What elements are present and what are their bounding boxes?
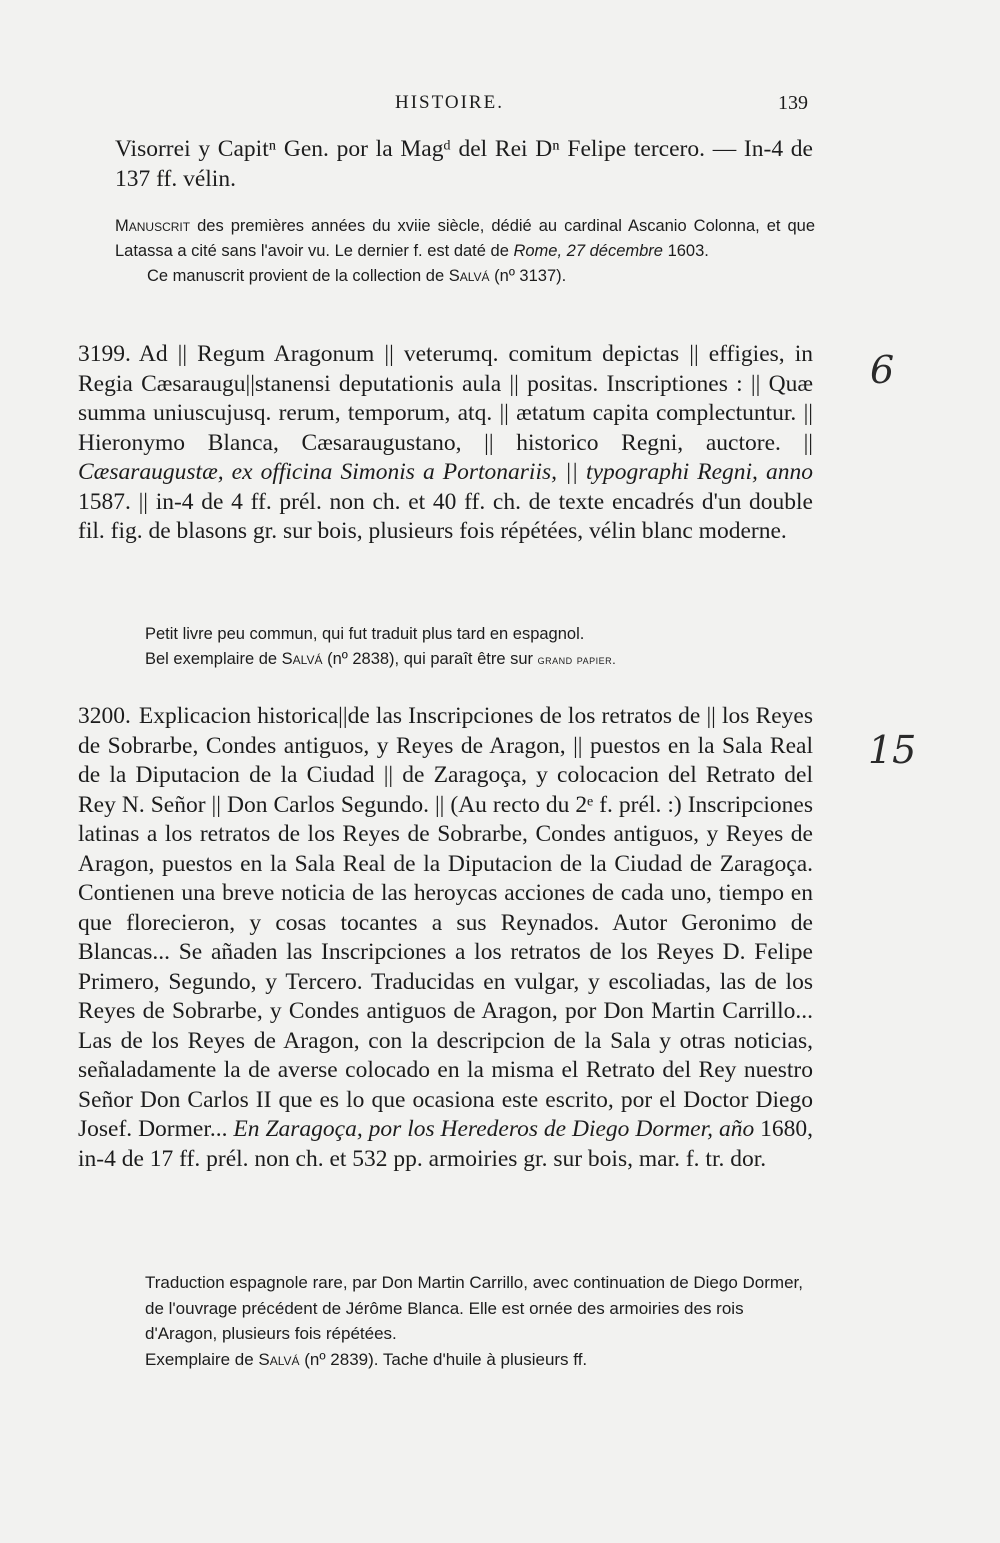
previous-entry-note: [115, 214, 815, 289]
note-line-provenance: [145, 647, 813, 672]
note-text: Bel exemplaire de: [145, 650, 282, 668]
lot-description: Explicacion historica||de las Inscripciones de los retratos de || los Reyes de Sobrarbe, Condes antiguos, y Reyes de Aragon, || puestos en la Sala Real de la Diputacion de la Ciudad || de Zaragoça, y colocacion del Retrato del Rey N. Señor || Don Carlos Segundo. || (Au recto du 2ᵉ f. prél. :) Inscripciones latinas a los retratos de los Reyes de Sobrarbe, Condes antiguos, y Reyes de Aragon, puestos en la Sala Real de la Diputacion de la Ciudad de Zaragoça. Contienen una breve noticia de las heroycas acciones de cada uno, tiempo en que florecieron, y cosas tocantes a sus Reynados. Autor Geronimo de Blancas... Se añaden las Inscripciones a los retratos de los Reyes D. Felipe Primero, Segundo, y Tercero. Traducidas en vulgar, y escoliadas, las de los Reyes de Sobrarbe, y Condes antiguos de Aragon, por Don Martin Carrillo... Las de los Reyes de Aragon, con la descripcion de la Sala y otras noticias, señaladamente la de averse colocado en la misma el Retrato del Rey nuestro Señor Don Carlos II que es lo que ocasiona este escrito, por el Doctor Diego Josef. Dormer...: [78, 703, 813, 1142]
note-text: des premières années du xviie siècle, dédié au cardinal Ascanio Colonna, et que Latassa a cité sans l'avoir vu. Le dernier f. est daté de: [115, 217, 815, 260]
note-place: Rome,: [513, 242, 563, 260]
lot-number: 3200.: [78, 703, 131, 729]
handwritten-price-mark: 15: [868, 728, 917, 772]
large-paper-label: grand papier.: [537, 652, 617, 667]
note-line: Petit livre peu commun, qui fut traduit plus tard en espagnol.: [145, 625, 585, 643]
provenance-number: (nº 3137).: [489, 267, 567, 285]
lot-3199-entry: [78, 340, 813, 547]
note-year: 1603.: [662, 242, 709, 260]
lot-collation: 1680, in-4 de 17 ff. prél. non ch. et 532 pp. armoiries gr. sur bois, mar. f. tr. dor.: [78, 1116, 813, 1172]
page-header: [0, 92, 1000, 122]
previous-entry-title-end: Visorrei y Capitⁿ Gen. por la Magᵈ del Rei Dⁿ Felipe tercero. — In-4 de 137 ff. vélin.: [115, 136, 813, 192]
lot-3200-entry: [78, 702, 813, 1174]
lot-description: Ad || Regum Aragonum || veterumq. comitum depictas || effigies, in Regia Cæsaraugu||stanensi deputationis aula || positas. Inscriptiones : || Quæ summa uniuscujusq. rerum, temporum, atq. || ætatum capita complectuntur. || Hieronymo Blanca, Cæsaraugustano, || historico Regni, auctore. ||: [78, 341, 813, 456]
note-text: (nº 2839). Tache d'huile à plusieurs ff.: [299, 1349, 588, 1369]
lot-imprint: En Zaragoça, por los Herederos de Diego Dormer, año: [233, 1116, 755, 1142]
page-number: 139: [778, 92, 808, 114]
running-title: HISTOIRE.: [395, 92, 504, 113]
provenance-text: Ce manuscrit provient de la collection de: [147, 267, 449, 285]
lot-3199-note: [145, 622, 813, 672]
note-smallcap-word: Manuscrit: [115, 217, 191, 235]
note-text: (nº 2838), qui paraît être sur: [322, 650, 538, 668]
lot-3200-note: [145, 1270, 813, 1372]
note-date: 27 décembre: [566, 242, 663, 260]
note-text: Exemplaire de: [145, 1349, 259, 1369]
note-line: Traduction espagnole rare, par Don Martin Carrillo, avec continuation de Diego Dormer, de l'ouvrage précédent de Jérôme Blanca. Elle est ornée des armoiries des rois d'Aragon, plusieurs fois répétées.: [145, 1273, 803, 1343]
handwritten-price-mark: 6: [870, 348, 895, 392]
lot-collation: 1587. || in-4 de 4 ff. prél. non ch. et 40 ff. ch. de texte encadrés d'un double fil. fig. de blasons gr. sur bois, plusieurs fois répétées, vélin blanc moderne.: [78, 488, 813, 544]
note-line-provenance: [145, 1347, 813, 1373]
provenance-name: Salvá: [258, 1349, 300, 1369]
lot-imprint: Cæsaraugustæ, ex officina Simonis a Portonariis, || typographi Regni, anno: [78, 459, 813, 485]
provenance-note: [115, 264, 815, 289]
provenance-name: Salvá: [448, 267, 490, 285]
lot-number: 3199.: [78, 341, 131, 367]
provenance-name: Salvá: [281, 650, 323, 668]
manuscript-description: [115, 214, 815, 264]
